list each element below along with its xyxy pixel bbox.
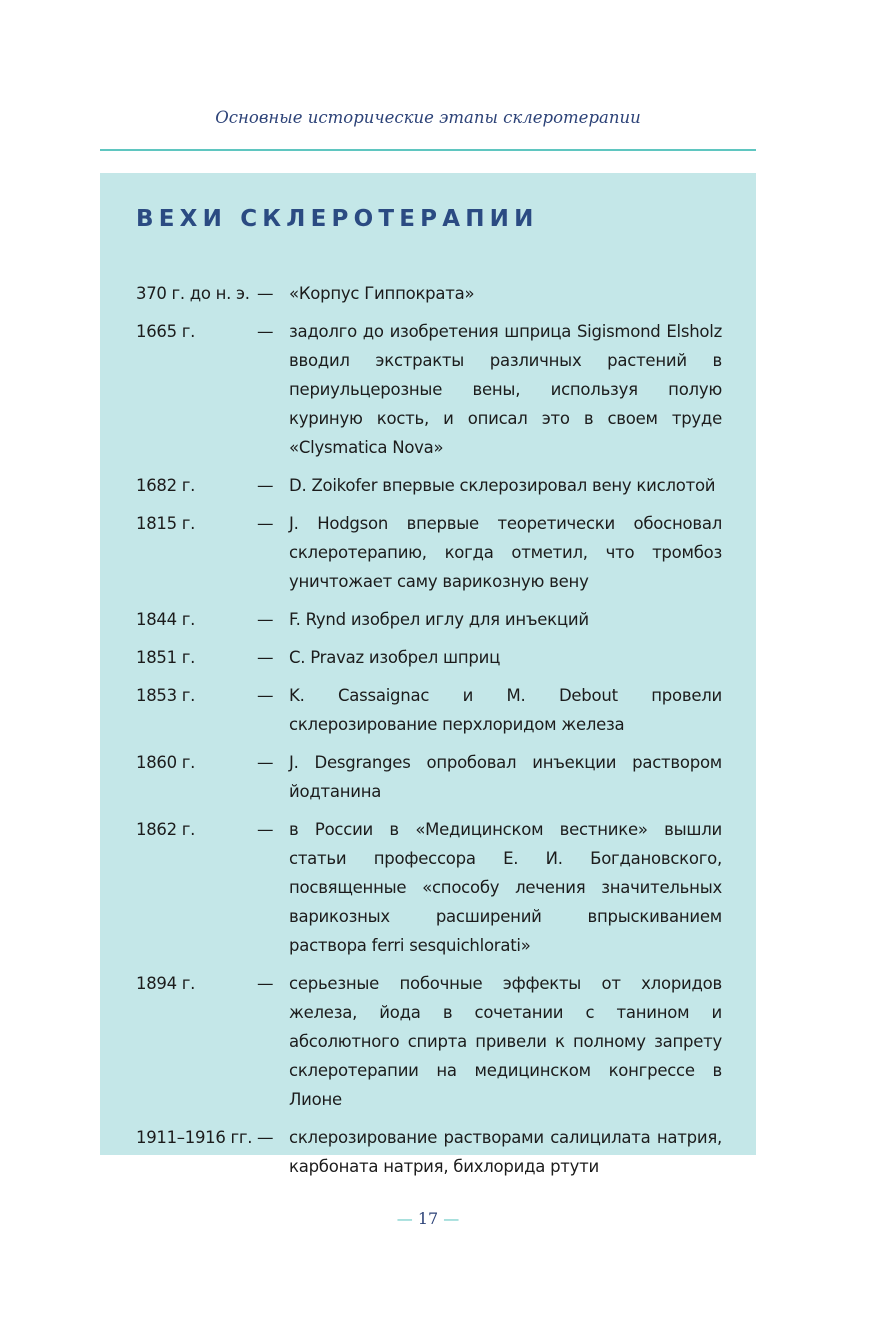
milestone-row: [136, 681, 722, 739]
milestone-date: 370 г. до н. э.: [136, 284, 250, 303]
header-rule: [100, 149, 756, 151]
milestone-date: 1894 г.: [136, 974, 196, 993]
milestone-row: [136, 605, 722, 634]
milestone-row: [136, 509, 722, 596]
milestone-row: [136, 317, 722, 462]
milestone-dash: —: [257, 476, 274, 495]
milestone-row: [136, 643, 722, 672]
milestone-text: склерозирование растворами салицилата натрия, карбоната натрия, бихлорида ртути: [289, 1128, 722, 1176]
milestone-date: 1844 г.: [136, 610, 196, 629]
page-number-value: 17: [417, 1209, 439, 1228]
milestone-text: C. Pravaz изобрел шприц: [289, 648, 501, 667]
milestone-text: J. Hodgson впервые теоретически обосновал склеротерапию, когда отметил, что тромбоз уничтожает саму варикозную вену: [289, 514, 722, 591]
milestone-text: K. Cassaignac и M. Debout провели склерозирование перхлоридом железа: [289, 686, 722, 734]
milestone-date: 1851 г.: [136, 648, 196, 667]
milestone-row: [136, 748, 722, 806]
milestone-date: 1682 г.: [136, 476, 196, 495]
milestone-text: J. Desgranges опробовал инъекции раствором йодтанина: [289, 753, 722, 801]
milestone-row: [136, 1123, 722, 1181]
milestone-dash: —: [257, 753, 274, 772]
milestone-dash: —: [257, 284, 274, 303]
milestone-row: [136, 471, 722, 500]
milestone-date: 1860 г.: [136, 753, 196, 772]
milestone-date: 1862 г.: [136, 820, 196, 839]
milestone-dash: —: [257, 820, 274, 839]
page-number: [0, 1209, 856, 1228]
milestones-list: [136, 279, 722, 1190]
folio-dash-left: —: [396, 1209, 413, 1228]
milestone-dash: —: [257, 610, 274, 629]
milestone-dash: —: [257, 648, 274, 667]
milestone-dash: —: [257, 322, 274, 341]
milestone-dash: —: [257, 686, 274, 705]
milestone-date: 1815 г.: [136, 514, 196, 533]
milestone-text: F. Rynd изобрел иглу для инъекций: [289, 610, 589, 629]
milestone-row: [136, 279, 722, 308]
milestone-date: 1853 г.: [136, 686, 196, 705]
box-title: ВЕХИ СКЛЕРОТЕРАПИИ: [136, 206, 539, 232]
milestone-row: [136, 815, 722, 960]
folio-dash-right: —: [443, 1209, 460, 1228]
milestone-date: 1911–1916 гг.: [136, 1128, 253, 1147]
running-head: Основные исторические этапы склеротерапии: [215, 108, 641, 127]
milestone-dash: —: [257, 1128, 274, 1147]
milestone-text: серьезные побочные эффекты от хлоридов железа, йода в сочетании с танином и абсолютного спирта привели к полному запрету склеротерапии на медицинском конгрессе в Лионе: [289, 974, 722, 1109]
milestone-text: в России в «Медицинском вестнике» вышли статьи профессора Е. И. Богдановского, посвященные «способу лечения значительных варикозных расширений впрыскиванием раствора ferri sesquichlorati»: [289, 820, 722, 955]
milestone-text: D. Zoikofer впервые склерозировал вену кислотой: [289, 476, 716, 495]
milestone-date: 1665 г.: [136, 322, 196, 341]
milestone-dash: —: [257, 974, 274, 993]
milestone-text: задолго до изобретения шприца Sigismond Elsholz вводил экстракты различных растений в периульцерозные вены, используя полую куриную кость, и описал это в своем труде «Clysmatica Nova»: [289, 322, 722, 457]
milestone-dash: —: [257, 514, 274, 533]
milestone-row: [136, 969, 722, 1114]
milestone-text: «Корпус Гиппократа»: [289, 284, 475, 303]
